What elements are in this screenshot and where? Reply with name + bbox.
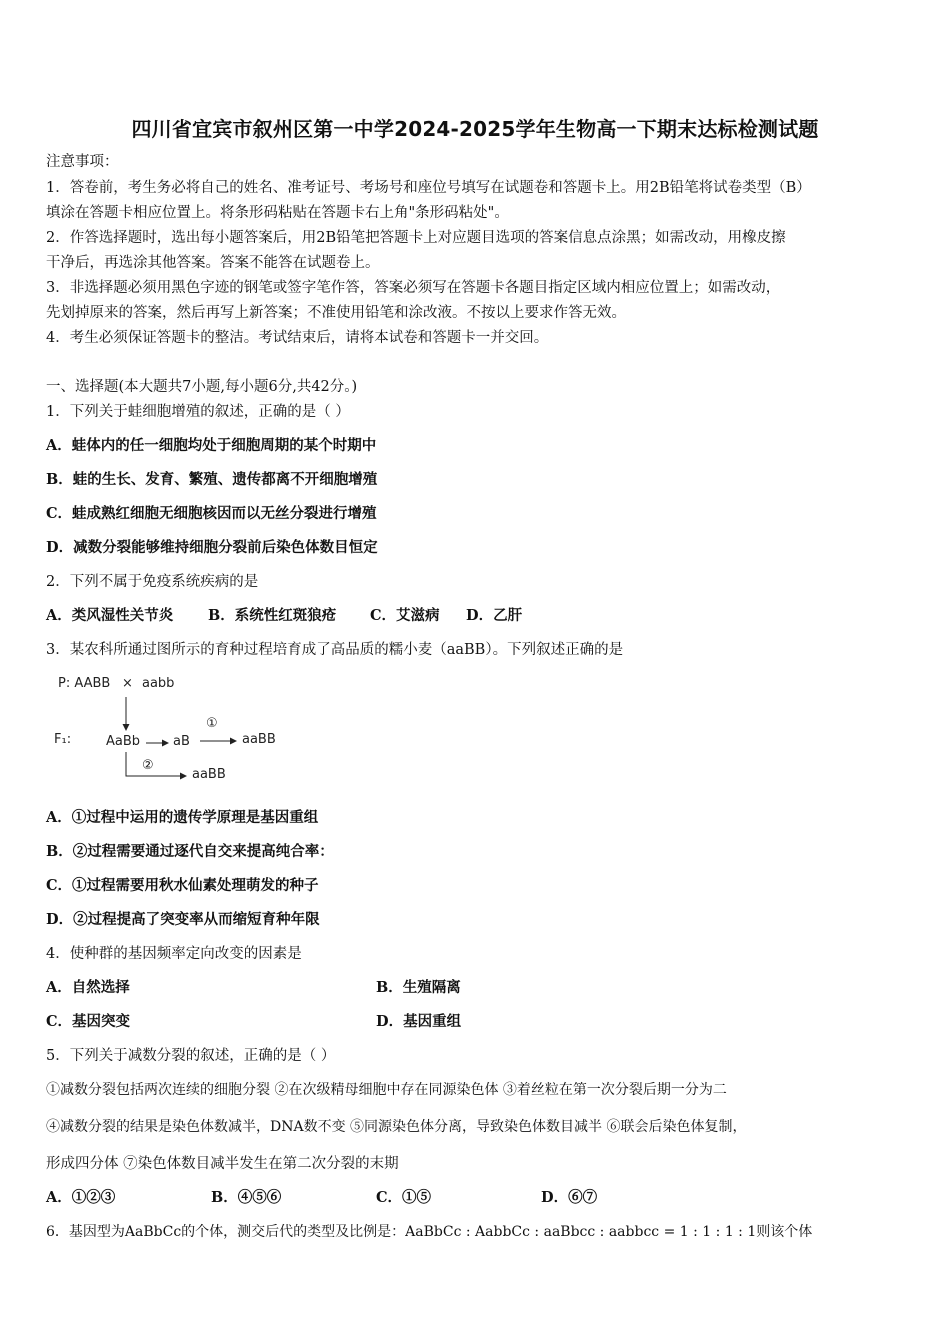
process-2-marker: ② — [142, 758, 154, 773]
q4-option-d: D．基因重组 — [376, 1013, 462, 1030]
q1-option-b: B．蛙的生长、发育、繁殖、遗传都离不开细胞增殖 — [46, 471, 378, 488]
q1-option-a: A．蛙体内的任一细胞均处于细胞周期的某个时期中 — [46, 437, 377, 454]
q5-statement-line: ④减数分裂的结果是染色体数减半，DNA数不变 ⑤同源染色体分离，导致染色体数目减半 ⑥联会后染色体复制， — [46, 1119, 747, 1135]
section-heading: 一、选择题(本大题共7小题,每小题6分,共42分。) — [46, 379, 358, 395]
q2-option-c: C．艾滋病 — [370, 607, 440, 624]
q1-option-c: C．蛙成熟红细胞无细胞核因而以无丝分裂进行增殖 — [46, 505, 377, 522]
notice-line: 4．考生必须保证答题卡的整洁。考试结束后，请将本试卷和答题卡一并交回。 — [46, 330, 549, 346]
parent-aabb: P: AABB — [58, 676, 111, 691]
parent-aabb-2: aabb — [142, 676, 175, 691]
process-1-marker: ① — [206, 716, 218, 731]
notice-heading: 注意事项： — [46, 154, 119, 170]
q3-option-b: B．②过程需要通过逐代自交来提高纯合率： — [46, 843, 334, 860]
notice-line: 3．非选择题必须用黑色字迹的钢笔或签字笔作答，答案必须写在答题卡各题目指定区域内相应位置上；如需改动， — [46, 280, 781, 296]
q1-option-d: D．减数分裂能够维持细胞分裂前后染色体数目恒定 — [46, 539, 378, 556]
q3-option-c: C．①过程需要用秋水仙素处理萌发的种子 — [46, 877, 319, 894]
page-title: 四川省宜宾市叙州区第一中学2024-2025学年生物高一下期末达标检测试题 — [131, 117, 819, 141]
question-6-stem: 6．基因型为AaBbCc的个体，测交后代的类型及比例是：AaBbCc : AabbCc : aaBbcc : aabbcc = 1 : 1 : 1 : 1则该个体 — [46, 1224, 813, 1240]
q5-statement-line: 形成四分体 ⑦染色体数目减半发生在第二次分裂的末期 — [46, 1156, 399, 1172]
question-4-stem: 4．使种群的基因频率定向改变的因素是 — [46, 946, 302, 962]
q3-option-d: D．②过程提高了突变率从而缩短育种年限 — [46, 911, 320, 928]
result-aabb-2: aaBB — [192, 767, 226, 782]
notice-line: 干净后，再选涂其他答案。答案不能答在试题卷上。 — [46, 255, 380, 271]
question-2-stem: 2．下列不属于免疫系统疾病的是 — [46, 574, 259, 590]
q4-option-c: C．基因突变 — [46, 1013, 131, 1030]
question-3-stem: 3．某农科所通过图所示的育种过程培育成了高品质的糯小麦（aaBB）。下列叙述正确的是 — [46, 642, 624, 658]
q5-statement-line: ①减数分裂包括两次连续的细胞分裂 ②在次级精母细胞中存在同源染色体 ③着丝粒在第一次分裂后期一分为二 — [46, 1082, 727, 1098]
notice-line: 1．答卷前，考生务必将自己的姓名、准考证号、考场号和座位号填写在试题卷和答题卡上。用2B铅笔将试卷类型（B） — [46, 180, 811, 196]
q3-option-a: A．①过程中运用的遗传学原理是基因重组 — [46, 809, 319, 826]
result-aabb-1: aaBB — [242, 732, 276, 747]
notice-line: 先划掉原来的答案，然后再写上新答案；不准使用铅笔和涂改液。不按以上要求作答无效。 — [46, 305, 626, 321]
q5-option-c: C．①⑤ — [376, 1189, 432, 1206]
arrow-process-2 — [126, 752, 186, 776]
q5-option-d: D．⑥⑦ — [541, 1189, 598, 1206]
q2-option-b: B．系统性红斑狼疮 — [208, 607, 337, 624]
q5-option-a: A．①②③ — [46, 1189, 116, 1206]
q2-option-a: A．类风湿性关节炎 — [46, 607, 174, 624]
f1-label: F₁: — [54, 732, 72, 747]
q4-option-b: B．生殖隔离 — [376, 979, 461, 996]
f1-genotype: AaBb — [106, 734, 141, 749]
question-1-stem: 1．下列关于蛙细胞增殖的叙述，正确的是（ ） — [46, 404, 350, 420]
question-5-stem: 5．下列关于减数分裂的叙述，正确的是（ ） — [46, 1048, 336, 1064]
gamete-ab: aB — [173, 734, 190, 749]
cross-symbol: × — [122, 676, 133, 691]
q2-option-d: D．乙肝 — [466, 607, 523, 624]
diagram-arrows — [46, 670, 346, 790]
notice-line: 填涂在答题卡相应位置上。将条形码粘贴在答题卡右上角"条形码粘处"。 — [46, 205, 509, 221]
q5-option-b: B．④⑤⑥ — [211, 1189, 282, 1206]
notice-line: 2．作答选择题时，选出每小题答案后，用2B铅笔把答题卡上对应题目选项的答案信息点涂黑；如需改动，用橡皮擦 — [46, 230, 786, 246]
breeding-diagram — [46, 670, 346, 790]
q4-option-a: A．自然选择 — [46, 979, 130, 996]
